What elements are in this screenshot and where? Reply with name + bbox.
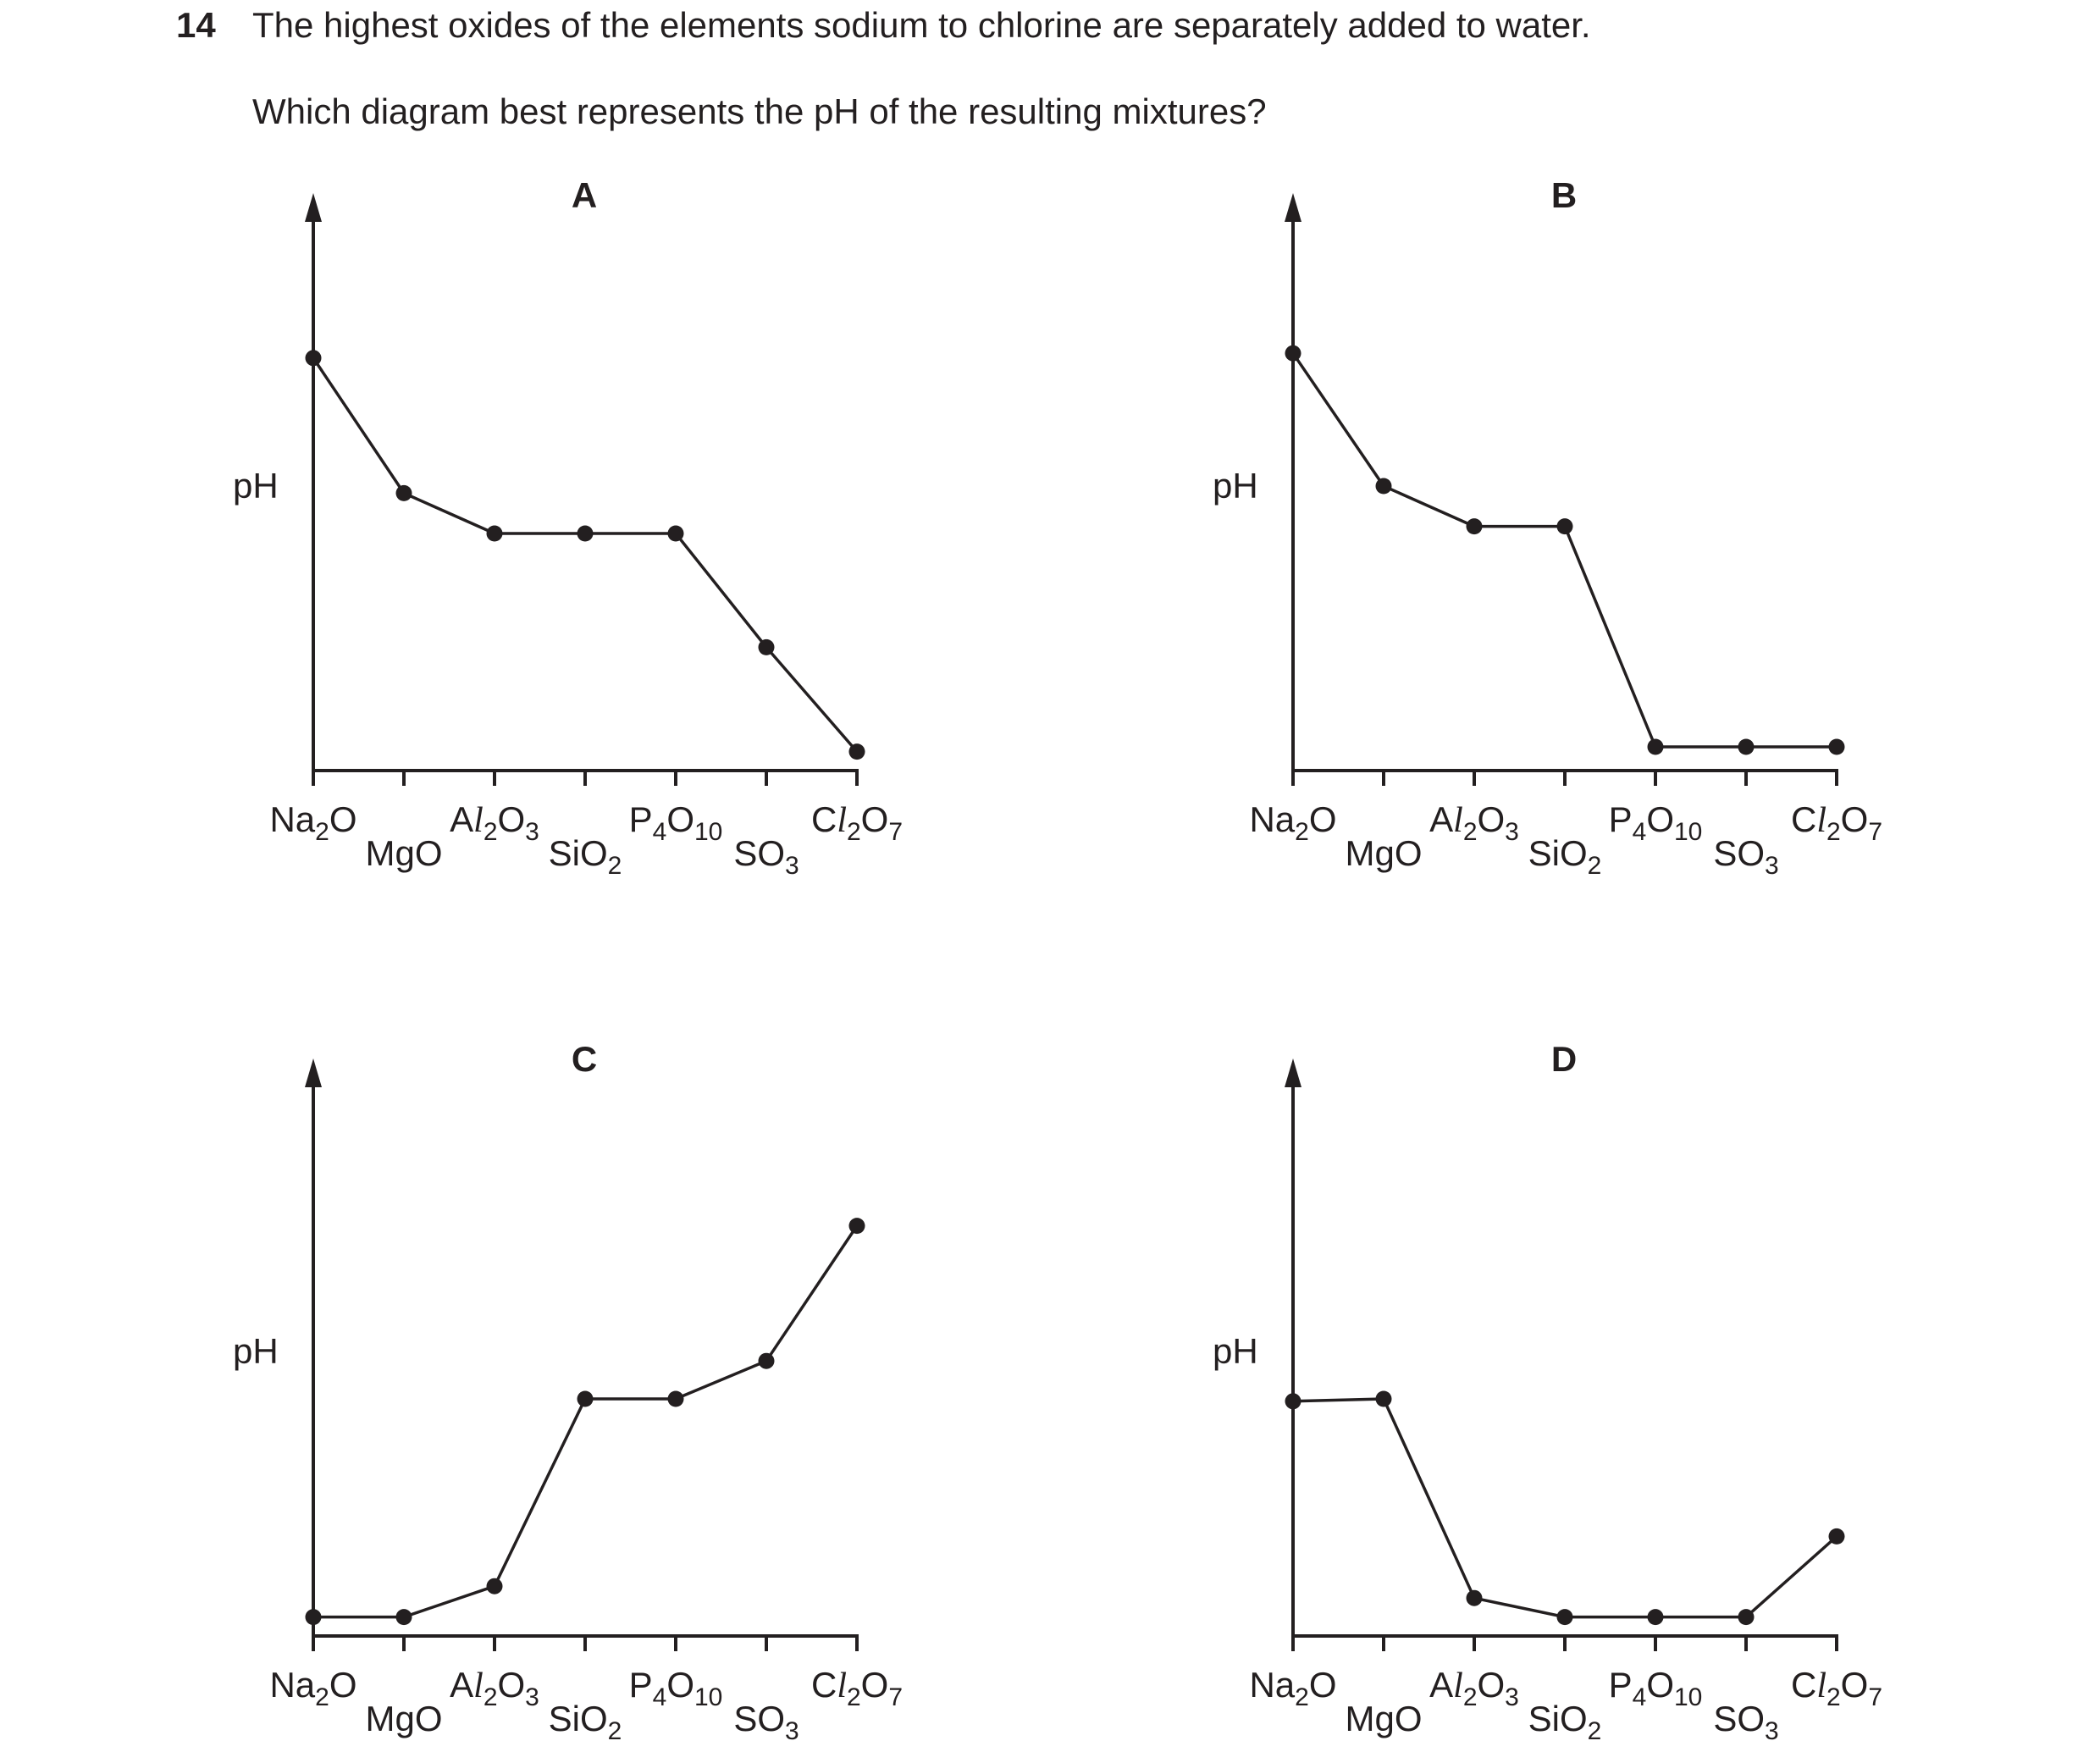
data-point [1376,1391,1392,1407]
x-tick-label: $P_4O_{10}$ [1608,1665,1703,1711]
chart-panel-a [233,175,903,880]
x-tick-label: $Cl_2O_7$ [810,1665,904,1711]
series-line [1293,1399,1837,1617]
data-point [759,639,775,655]
data-point [396,485,412,501]
chart-title: A [571,175,598,215]
chart-title: D [1550,1039,1578,1079]
data-point [1376,478,1392,495]
x-tick-label: SiO$_2$ [1528,833,1602,880]
x-tick-label: $Cl_2O_7$ [1790,799,1883,846]
data-point [849,743,865,760]
data-point [759,1353,775,1369]
data-point [1285,1393,1301,1409]
x-tick-label: SiO$_2$ [548,833,622,880]
y-axis-label: pH [233,1331,279,1371]
y-axis-arrow [1285,1058,1301,1087]
data-point [1467,518,1483,534]
x-tick-label: $SO_3$ [733,833,799,880]
x-tick-label: $Al_2O_3$ [1429,1665,1519,1711]
data-point [306,1609,322,1625]
x-tick-label: SiO$_2$ [548,1699,622,1745]
data-point [1467,1590,1483,1606]
data-point [487,1578,503,1594]
data-point [1557,518,1573,534]
chart-title: B [1550,175,1578,215]
question-number: 14 [176,5,216,45]
x-tick-label: $Al_2O_3$ [1429,799,1519,846]
data-point [578,526,594,542]
x-tick-label: $Na_2O$ [1249,799,1337,846]
series-line [313,1226,857,1617]
data-point [1557,1609,1573,1625]
x-tick-label: $Cl_2O_7$ [1790,1665,1883,1711]
data-point [1738,739,1755,755]
data-point [1285,345,1301,362]
x-tick-label: $SO_3$ [1713,833,1779,880]
y-axis-arrow [305,1058,322,1087]
y-axis-label: pH [1213,1331,1258,1371]
x-tick-label: $Al_2O_3$ [450,799,539,846]
series-line [313,358,857,752]
x-tick-label: $Na_2O$ [1249,1665,1337,1711]
x-tick-label: $P_4O_{10}$ [1608,799,1703,846]
x-tick-label: MgO [365,833,443,873]
x-tick-label: $P_4O_{10}$ [628,1665,723,1711]
x-tick-label: $Na_2O$ [269,1665,357,1711]
question-text: The highest oxides of the elements sodium to chlorine are separately added to water. [252,5,1591,45]
data-point [668,1391,684,1407]
data-point [1648,1609,1664,1625]
data-point [849,1218,865,1234]
x-tick-label: MgO [365,1699,443,1738]
data-point [487,526,503,542]
x-tick-label: $Al_2O_3$ [450,1665,539,1711]
x-tick-label: $SO_3$ [733,1699,799,1745]
y-axis-arrow [305,193,322,222]
chart-panel-c [233,1039,903,1745]
x-tick-label: $Cl_2O_7$ [810,799,904,846]
series-line [1293,353,1837,747]
data-point [1829,739,1845,755]
data-point [668,526,684,542]
y-axis-label: pH [233,466,279,506]
question-prompt: Which diagram best represents the pH of the resulting mixtures? [252,91,1267,131]
data-point [1648,739,1664,755]
x-tick-label: $Na_2O$ [269,799,357,846]
chart-panel-b [1213,175,1882,880]
data-point [396,1609,412,1625]
y-axis-label: pH [1213,466,1258,506]
x-tick-label: MgO [1345,833,1423,873]
data-point [578,1391,594,1407]
x-tick-label: $P_4O_{10}$ [628,799,723,846]
data-point [1738,1609,1755,1625]
chart-panel-d [1213,1039,1882,1745]
y-axis-arrow [1285,193,1301,222]
chart-title: C [571,1039,598,1079]
x-tick-label: SiO$_2$ [1528,1699,1602,1745]
x-tick-label: $SO_3$ [1713,1699,1779,1745]
data-point [306,350,322,366]
x-tick-label: MgO [1345,1699,1423,1738]
data-point [1829,1528,1845,1545]
